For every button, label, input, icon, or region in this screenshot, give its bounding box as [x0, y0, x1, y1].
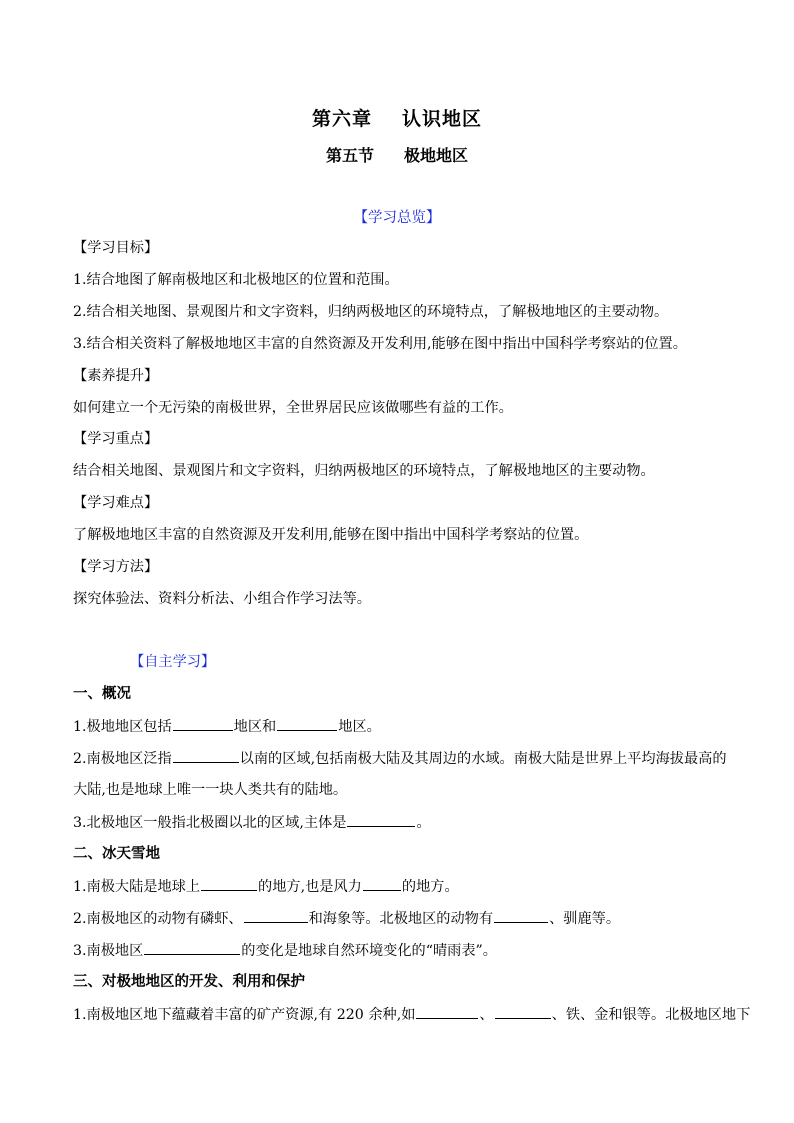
difficulty-label: 【学习难点】 [73, 495, 159, 511]
goals-label: 【学习目标】 [73, 240, 159, 256]
answer-blank[interactable] [363, 876, 401, 891]
part3-q1-text-a: 1.南极地区地下蕴藏着丰富的矿产资源,有 220 余种,如 [73, 1007, 416, 1023]
part1-q1-text-a: 1.极地地区包括 [73, 719, 172, 735]
answer-blank[interactable] [173, 716, 233, 731]
answer-blank[interactable] [277, 716, 337, 731]
literacy-label: 【素养提升】 [73, 368, 159, 384]
part1-question-1 [73, 716, 381, 737]
part3-title: 三、对极地地区的开发、利用和保护 [73, 974, 305, 990]
part1-q1-text-b: 地区和 [233, 719, 277, 735]
method-text: 探究体验法、资料分析法、小组合作学习法等。 [73, 591, 371, 607]
part2-q1-text-a: 1.南极大陆是地球上 [73, 879, 201, 895]
key-text: 结合相关地图、景观图片和文字资料，归纳两极地区的环境特点，了解极地地区的主要动物。 [73, 463, 655, 479]
difficulty-text: 了解极地地区丰富的自然资源及开发利用,能够在图中指出中国科学考察站的位置。 [73, 527, 589, 543]
answer-blank[interactable] [244, 908, 308, 923]
answer-blank[interactable] [347, 812, 415, 827]
part1-q2-text-a: 2.南极地区泛指 [73, 751, 172, 767]
part1-question-2 [73, 748, 727, 769]
answer-blank[interactable] [144, 940, 240, 955]
part2-q3-text-b: 的变化是地球自然环境变化的“晴雨表”。 [241, 943, 497, 959]
section-number: 第五节 [325, 146, 374, 165]
section-name: 极地地区 [404, 146, 469, 165]
answer-blank[interactable] [494, 908, 548, 923]
part2-q3-text-a: 3.南极地区 [73, 943, 144, 959]
answer-blank[interactable] [416, 1004, 478, 1019]
literacy-text: 如何建立一个无污染的南极世界，全世界居民应该做哪些有益的工作。 [73, 400, 513, 416]
part3-q1-text-b: 、 [479, 1007, 494, 1023]
part1-title: 一、概况 [73, 686, 131, 702]
part1-q1-text-c: 地区。 [338, 719, 381, 735]
part3-q1-text-c: 、铁、金和银等。北极地区地下 [551, 1007, 751, 1023]
key-label: 【学习重点】 [73, 431, 159, 447]
part1-q2-text-b: 以南的区域,包括南极大陆及其周边的水域。南极大陆是世界上平均海拔最高的 [239, 751, 727, 767]
goal-3: 3.结合相关资料了解极地地区丰富的自然资源及开发利用,能够在图中指出中国科学考察站的位置。 [73, 336, 687, 352]
section-title [0, 143, 794, 166]
part2-question-2 [73, 908, 620, 929]
chapter-name: 认识地区 [402, 108, 483, 130]
answer-blank[interactable] [173, 748, 239, 763]
part1-q3-text-b: 。 [416, 815, 431, 831]
answer-blank[interactable] [495, 1004, 551, 1019]
chapter-number: 第六章 [311, 108, 372, 130]
answer-blank[interactable] [201, 876, 257, 891]
part2-q1-text-b: 的地方,也是风力 [258, 879, 362, 895]
goal-1: 1.结合地图了解南极地区和北极地区的位置和范围。 [73, 272, 399, 288]
part2-q2-text-a: 2.南极地区的动物有磷虾、 [73, 911, 243, 927]
part2-question-3 [73, 940, 497, 961]
part3-question-1 [73, 1004, 750, 1025]
part2-q2-text-b: 和海象等。北极地区的动物有 [308, 911, 494, 927]
part2-q1-text-c: 的地方。 [401, 879, 459, 895]
part1-q3-text-a: 3.北极地区一般指北极圈以北的区域,主体是 [73, 815, 347, 831]
chapter-title [0, 104, 794, 131]
part1-question-3 [73, 812, 431, 833]
overview-heading: 【学习总览】 [353, 210, 441, 226]
part2-q2-text-c: 、驯鹿等。 [549, 911, 621, 927]
self-study-heading: 【自主学习】 [130, 654, 216, 670]
part2-title: 二、冰天雪地 [73, 846, 160, 862]
goal-2: 2.结合相关地图、景观图片和文字资料，归纳两极地区的环境特点，了解极地地区的主要动物。 [73, 304, 669, 320]
part1-question-2-continued: 大陆,也是地球上唯一一块人类共有的陆地。 [73, 782, 348, 798]
part2-question-1 [73, 876, 459, 897]
method-label: 【学习方法】 [73, 559, 159, 575]
